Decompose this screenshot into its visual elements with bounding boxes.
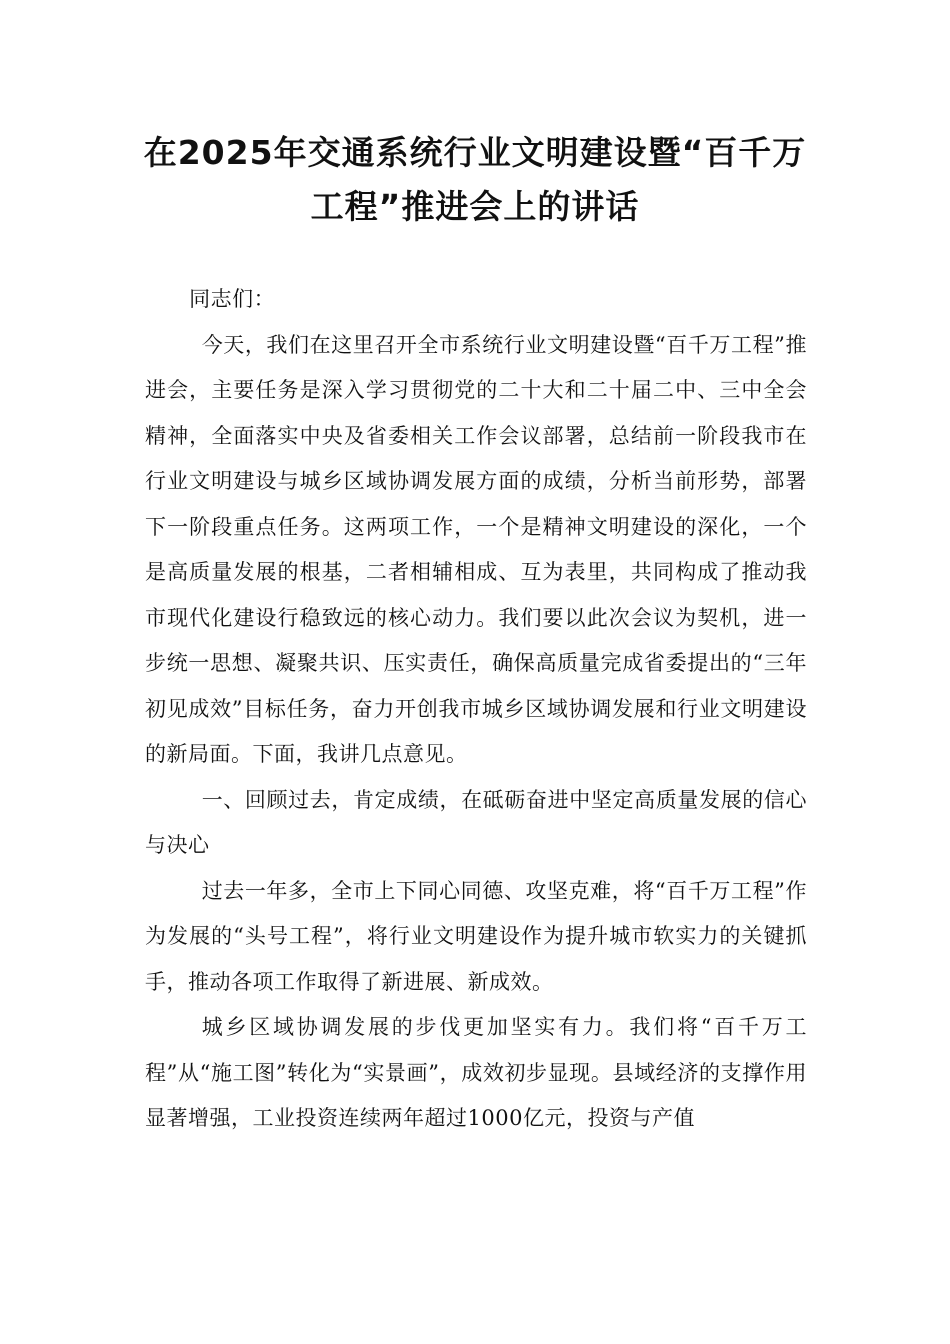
paragraph-review: 过去一年多，全市上下同心同德、攻坚克难，将“百千万工程”作为发展的“头号工程”，将行业文明建设作为提升城市软实力的关键抓手，推动各项工作取得了新进展、新成效。: [145, 878, 807, 994]
paragraph-intro: 今天，我们在这里召开全市系统行业文明建设暨“百千万工程”推进会，主要任务是深入学习贯彻党的二十大和二十届二中、三中全会精神，全面落实中央及省委相关工作会议部署，总结前一阶段我市在行业文明建设与城乡区域协调发展方面的成绩，分析当前形势，部署下一阶段重点任务。这两项工作，一个是精神文明建设的深化，一个是高质量发展的根基，二者相辅相成、互为表里，共同构成了推动我市现代化建设行稳致远的核心动力。我们要以此次会议为契机，进一步统一思想、凝聚共识、压实责任，确保高质量完成省委提出的“三年初见成效”目标任务，奋力开创我市城乡区域协调发展和行业文明建设的新局面。下面，我讲几点意见。: [145, 332, 807, 766]
salutation: 同志们：: [189, 287, 276, 311]
document-title: 在2025年交通系统行业文明建设暨“百千万工程”推进会上的讲话: [143, 133, 807, 226]
document-body: [145, 277, 807, 1142]
paragraph-coordination: 城乡区域协调发展的步伐更加坚实有力。我们将“百千万工程”从“施工图”转化为“实景画”，成效初步显现。县域经济的支撑作用显著增强，工业投资连续两年超过1000亿元，投资与产值: [145, 1015, 807, 1130]
section-heading-1: 一、回顾过去，肯定成绩，在砥砺奋进中坚定高质量发展的信心与决心: [145, 787, 807, 857]
